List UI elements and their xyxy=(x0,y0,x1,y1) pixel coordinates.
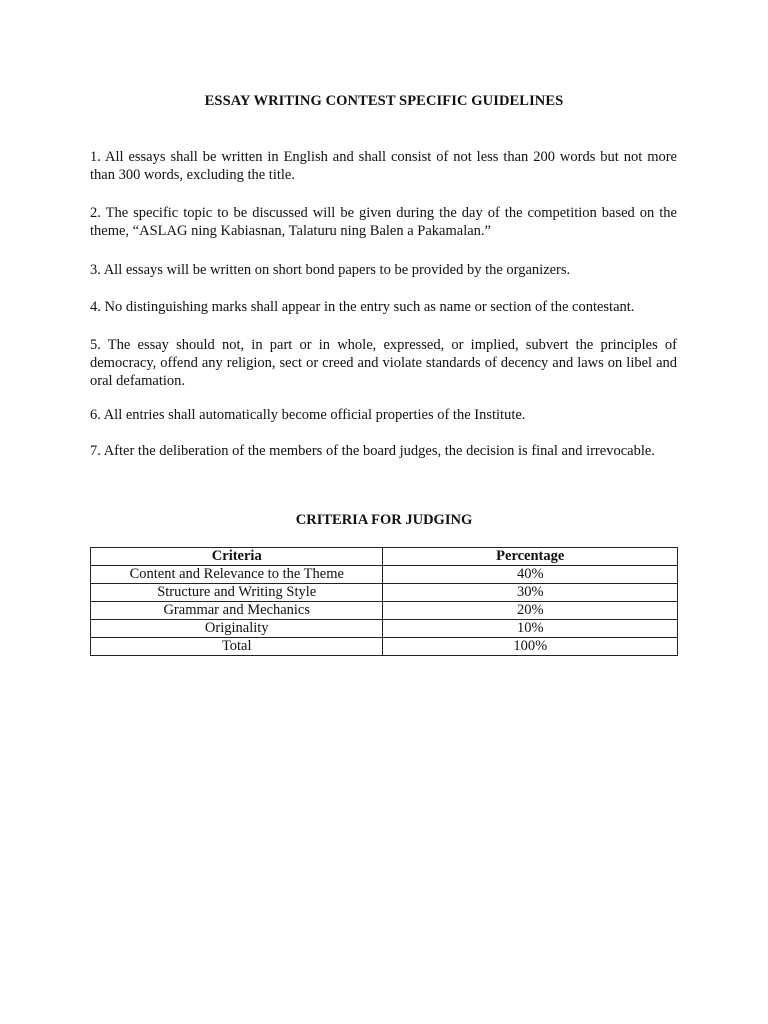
percentage-cell: 100% xyxy=(383,638,678,656)
criteria-cell: Grammar and Mechanics xyxy=(91,602,383,620)
criteria-cell: Originality xyxy=(91,620,383,638)
guideline-item-1 xyxy=(90,148,677,184)
guideline-text: 1. All essays shall be written in English and shall consist of not less than 200 words but not more than 300 words, excluding the title. xyxy=(90,149,677,183)
table-header-row xyxy=(91,548,678,566)
criteria-cell: Structure and Writing Style xyxy=(91,584,383,602)
column-header-percentage: Percentage xyxy=(383,548,678,566)
guideline-text: 4. No distinguishing marks shall appear in the entry such as name or section of the contestant. xyxy=(90,299,635,315)
criteria-cell: Content and Relevance to the Theme xyxy=(91,566,383,584)
guideline-item-3 xyxy=(90,261,677,279)
guideline-item-6 xyxy=(90,406,677,424)
percentage-cell: 30% xyxy=(383,584,678,602)
guideline-item-2 xyxy=(90,204,677,240)
document-title: ESSAY WRITING CONTEST SPECIFIC GUIDELINES xyxy=(204,93,564,109)
percentage-cell: 10% xyxy=(383,620,678,638)
guideline-text: 3. All essays will be written on short bond papers to be provided by the organizers. xyxy=(90,262,571,278)
percentage-cell: 20% xyxy=(383,602,678,620)
guideline-item-4 xyxy=(90,298,677,316)
table-row-total xyxy=(91,638,678,656)
table-row xyxy=(91,566,678,584)
column-header-criteria: Criteria xyxy=(91,548,383,566)
guideline-text: 7. After the deliberation of the members of the board judges, the decision is final and irrevocable. xyxy=(90,443,655,459)
table-row xyxy=(91,602,678,620)
guideline-text: 2. The specific topic to be discussed will be given during the day of the competition based on the theme, “ASLAG ning Kabiasnan, Talaturu ning Balen a Pakamalan.” xyxy=(90,205,677,239)
guideline-text: 6. All entries shall automatically become official properties of the Institute. xyxy=(90,407,526,423)
guideline-item-7 xyxy=(90,442,677,460)
table-row xyxy=(91,584,678,602)
criteria-section-title: CRITERIA FOR JUDGING xyxy=(295,512,473,528)
table-row xyxy=(91,620,678,638)
percentage-cell: 40% xyxy=(383,566,678,584)
criteria-table xyxy=(90,547,678,656)
criteria-cell: Total xyxy=(91,638,383,656)
guideline-item-5 xyxy=(90,336,677,390)
guideline-text: 5. The essay should not, in part or in whole, expressed, or implied, subvert the principles of democracy, offend any religion, sect or creed and violate standards of decency and laws on libel and oral defamation. xyxy=(90,337,677,389)
